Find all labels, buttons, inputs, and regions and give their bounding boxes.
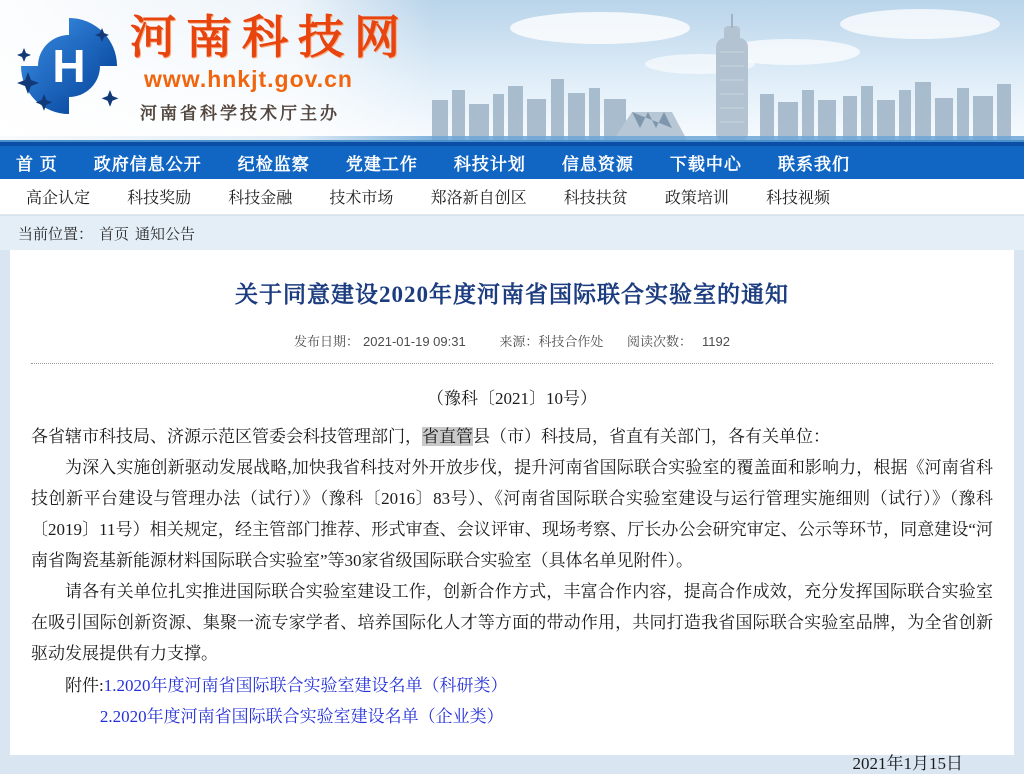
nav-item-party[interactable]: 党建工作 bbox=[345, 155, 418, 174]
recipients-text-post: 县（市）科技局，省直有关部门，各有关单位： bbox=[473, 427, 830, 446]
site-subtitle: 河南省科学技术厅主办 bbox=[140, 104, 340, 123]
nav-item-contact[interactable]: 联系我们 bbox=[777, 155, 850, 174]
nav-item-sci-plan[interactable]: 科技计划 bbox=[453, 155, 526, 174]
article-panel bbox=[10, 250, 1014, 773]
attachment-line-1 bbox=[31, 670, 993, 701]
nav-item-home[interactable]: 首 页 bbox=[16, 155, 58, 174]
subnav-item-poverty[interactable]: 科技扶贫 bbox=[563, 190, 628, 207]
breadcrumb-label: 当前位置： bbox=[18, 226, 94, 243]
signature-date: 2021年1月15日 bbox=[852, 754, 963, 773]
svg-text:H: H bbox=[52, 40, 86, 92]
site-logo bbox=[14, 10, 410, 124]
subnav-item-finance[interactable]: 科技金融 bbox=[228, 190, 293, 207]
paragraph-approval: 为深入实施创新驱动发展战略,加快我省科技对外开放步伐，提升河南省国际联合实验室的覆盖面和影响力，根据《河南省科技创新平台建设与管理办法（试行）》（豫科〔2016〕83号）、《河南省国际联合实验室建设与运行管理实施细则（试行）》（豫科〔2019〕11号）相关规定，经主管部门推荐、形式审查、会议评审、现场考察、厅长办公会研究审定、公示等环节，同意建设“河南省陶瓷基新能源材料国际联合实验室”等30家省级国际联合实验室（具体名单见附件）。 bbox=[31, 458, 993, 570]
article-body bbox=[31, 421, 993, 669]
source-label: 来源： bbox=[499, 334, 539, 349]
publish-date-label: 发布日期： bbox=[294, 334, 360, 349]
views-label: 阅读次数： bbox=[626, 334, 692, 349]
site-url: www.hnkjt.gov.cn bbox=[144, 66, 353, 92]
subnav-item-hightech[interactable]: 高企认定 bbox=[26, 190, 91, 207]
attachment-line-2 bbox=[31, 701, 993, 732]
attachment-link-research[interactable]: 1.2020年度河南省国际联合实验室建设名单（科研类） bbox=[103, 676, 508, 695]
nav-item-download[interactable]: 下载中心 bbox=[669, 155, 742, 174]
site-header bbox=[0, 0, 1024, 142]
document-number: （豫科〔2021〕10号） bbox=[427, 389, 597, 408]
content-area bbox=[0, 250, 1024, 773]
publish-date-value: 2021-01-19 09:31 bbox=[363, 334, 466, 349]
source-value: 科技合作处 bbox=[538, 334, 604, 349]
site-name: 河南科技网 bbox=[130, 12, 410, 63]
breadcrumb-section-link[interactable]: 通知公告 bbox=[135, 226, 196, 243]
attachment-link-enterprise[interactable]: 2.2020年度河南省国际联合实验室建设名单（企业类） bbox=[99, 707, 504, 726]
nav-item-gov-info[interactable]: 政府信息公开 bbox=[93, 155, 202, 174]
subnav-item-training[interactable]: 政策培训 bbox=[664, 190, 729, 207]
views-value: 1192 bbox=[702, 334, 730, 349]
subnav-item-tech-market[interactable]: 技术市场 bbox=[329, 190, 394, 207]
breadcrumb-home-link[interactable]: 首页 bbox=[99, 226, 130, 243]
site-logo-icon bbox=[14, 10, 124, 122]
page-title: 关于同意建设2020年度河南省国际联合实验室的通知 bbox=[235, 282, 789, 307]
breadcrumb bbox=[0, 215, 1024, 250]
main-navigation bbox=[0, 146, 1024, 179]
subnav-item-awards[interactable]: 科技奖励 bbox=[127, 190, 192, 207]
subnav-item-video[interactable]: 科技视频 bbox=[765, 190, 830, 207]
article-meta bbox=[31, 331, 993, 350]
nav-item-discipline[interactable]: 纪检监察 bbox=[237, 155, 310, 174]
attachment-label: 附件: bbox=[65, 676, 104, 695]
sub-navigation bbox=[0, 179, 1024, 215]
nav-item-info-resource[interactable]: 信息资源 bbox=[561, 155, 634, 174]
highlighted-text: 省直管 bbox=[422, 427, 473, 446]
meta-divider bbox=[31, 363, 993, 364]
recipients-text-pre: 各省辖市科技局、济源示范区管委会科技管理部门， bbox=[31, 427, 422, 446]
paragraph-requirements: 请各有关单位扎实推进国际联合实验室建设工作，创新合作方式，丰富合作内容，提高合作成效，充分发挥国际联合实验室在吸引国际创新资源、集聚一流专家学者、培养国际化人才等方面的带动作用，共同打造我省国际联合实验室品牌，为全省创新驱动发展提供有力支撑。 bbox=[31, 582, 993, 663]
subnav-item-zlx-zone[interactable]: 郑洛新自创区 bbox=[430, 190, 527, 207]
paragraph-recipients bbox=[31, 421, 993, 452]
